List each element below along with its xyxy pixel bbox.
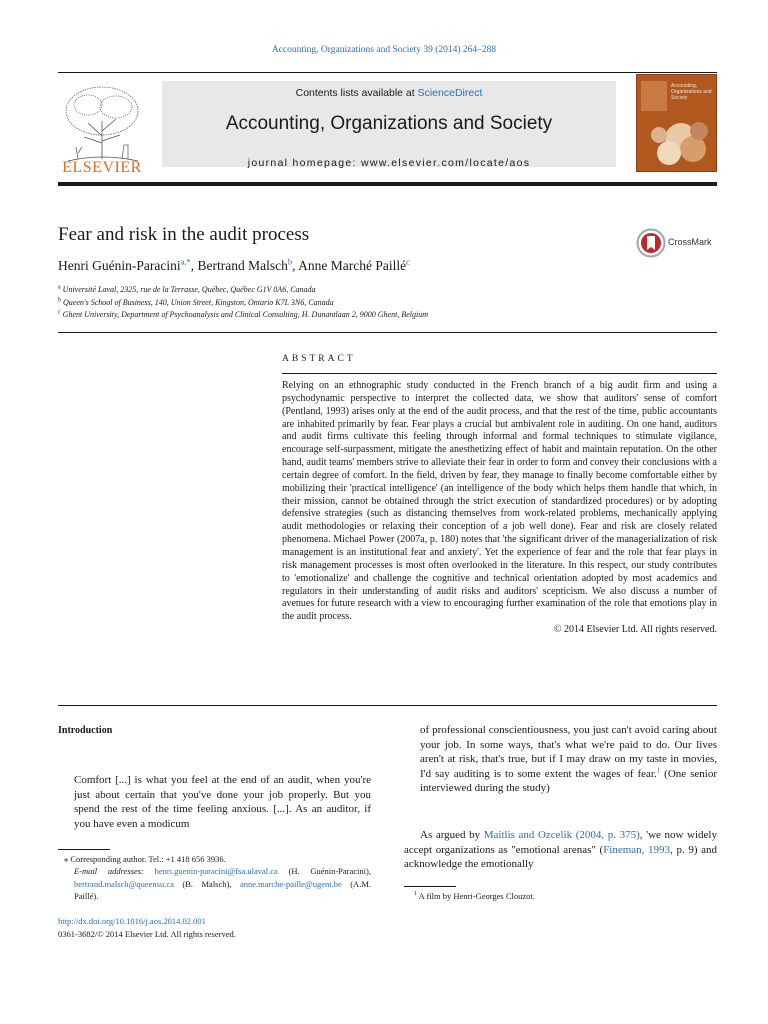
footnote-rule-left xyxy=(58,849,110,850)
email-addresses: E-mail addresses: henri.guenin-paracini@fsa.ulaval.ca (H. Guénin-Paracini), bertrand.malsch@queensu.ca (B. Malsch), anne.marche-paille@ugent.be (A.M. Paillé). xyxy=(74,866,372,901)
body-rule xyxy=(58,705,717,706)
elsevier-logo-text: ELSEVIER xyxy=(62,159,142,176)
citation-link[interactable]: Fineman, 1993 xyxy=(603,843,671,856)
corresponding-author-note: ⁎ Corresponding author. Tel.: +1 418 656 3936. xyxy=(64,854,226,864)
affiliation-item: $^a$ Université Laval, 2325, rue de la Terrasse, Québec, Québec G1V 0A6, Canada xyxy=(58,284,316,294)
crossmark-button[interactable] xyxy=(636,228,718,258)
author-name[interactable]: Bertrand Malsch xyxy=(197,258,288,273)
crossmark-label: CrossMark xyxy=(668,237,712,247)
epigraph-right: of professional conscientiousness, you just can't avoid caring about your job. In some ways, that's what we're paid to do. Our lives aren't at risk, that's true, but if I may draw on my taste in movies, I'd say auditing is to some extent the wages of fear.$^1$ (One senior interviewed during the study) xyxy=(420,724,717,795)
cover-title: Accounting, Organizations and Society xyxy=(671,83,712,101)
abstract-copyright: © 2014 Elsevier Ltd. All rights reserved. xyxy=(553,624,717,636)
section-heading-introduction: Introduction xyxy=(58,725,113,736)
top-rule xyxy=(58,72,717,73)
citation-link[interactable]: Maitlis and Ozcelik (2004, p. 375) xyxy=(483,829,640,841)
abstract-text xyxy=(282,380,717,637)
journal-cover-image xyxy=(636,74,717,172)
doi-link[interactable]: http://dx.doi.org/10.1016/j.aos.2014.02.001 xyxy=(58,916,206,926)
journal-header xyxy=(58,75,717,175)
author-list: Henri Guénin-Paracini$^{a,*}$, Bertrand Malsch$^b$, Anne Marché Paillé$^c$ xyxy=(58,256,410,273)
footnote-rule-right xyxy=(404,886,456,887)
corresponding-footnotes xyxy=(58,853,371,902)
intro-paragraph: As argued by Maitlis and Ozcelik (2004, p. 375), 'we now widely accept organizations as "emotional arenas" (Fineman, 1993, p. 9) and acknowledge the emotionally xyxy=(404,829,717,871)
contents-line: Contents lists available at ScienceDirect xyxy=(295,87,483,99)
doi-block xyxy=(58,915,236,941)
journal-name: Accounting, Organizations and Society xyxy=(225,113,553,134)
journal-homepage[interactable]: journal homepage: www.elsevier.com/locate/aos xyxy=(247,157,531,169)
email-link[interactable]: bertrand.malsch@queensu.ca xyxy=(74,878,174,889)
crossmark-icon xyxy=(636,228,666,258)
abstract-rule xyxy=(282,373,717,374)
header-thick-rule xyxy=(58,182,717,186)
affiliations xyxy=(58,284,428,322)
paper-title: Fear and risk in the audit process xyxy=(58,224,310,245)
affiliation-item: $^c$ Ghent University, Department of Psychoanalysis and Clinical Consulting, H. Dunantlaan 2, 9000 Ghent, Belgium xyxy=(58,309,428,319)
abstract-heading: ABSTRACT xyxy=(282,354,356,364)
film-footnote: $^1$ A film by Henri-Georges Clouzot. xyxy=(414,891,535,901)
affiliation-item: $^b$ Queen's School of Business, 140, Union Street, Kingston, Ontario K7L 3N6, Canada xyxy=(58,296,334,307)
journal-citation[interactable]: Accounting, Organizations and Society 39 (2014) 264–288 xyxy=(271,45,497,55)
email-link[interactable]: anne.marche-paille@ugent.be xyxy=(239,878,342,889)
author-marks[interactable]: c xyxy=(406,256,410,267)
author-marks[interactable]: b xyxy=(287,256,293,267)
author-name[interactable]: Anne Marché Paillé xyxy=(298,258,407,273)
sciencedirect-link[interactable]: ScienceDirect xyxy=(417,87,483,99)
author-marks[interactable]: a,* xyxy=(180,256,191,267)
footnote-ref[interactable]: 1 xyxy=(656,766,661,775)
abstract-body: Relying on an ethnographic study conducted in the French branch of a big audit firm and using a psychodynamic perspective to interpret the collected data, we show that auditors' sense of comfort (Pentland, 1993) arises only at the end of the audit process, and that the rest of the time, public accountants are inhabited primarily by fear. Fear plays a crucial but ambivalent role in auditing. On one hand, auditors and audit firms cultivate this feeling through informal and formal techniques to stimulate vigilance, encourage self-surpassment, mitigate the anesthetizing effect of habit and maintain reputation. On the other hand, audit teams' members strive to alleviate their fear in order to form and convey their conclusions with a certain degree of comfort. In the field, driven by fear, they manage to finally become comfortable either by mobilizing their 'practical intelligence' (an intelligence of the body which helps them handle that which, in their mission, cannot be obtained through the strict execution of standardized procedures) or by adopting defensive strategies (such as distancing themselves from work-related problems, mechanically applying audit methodologies or relaxing their conception of a job well done). Fear and risk are closely related phenomena. Michael Power (2007a, p. 180) notes that 'the significant driver of the managerialization of risk management is an institutional fear and anxiety'. Yet the experience of fear and the role that fear plays in risk management processes is most often overlooked in the literature. In this respect, our study contributes to 'emotionalize' and challenge the cognitive and technical orientation adopted by most academics and regulators in their understanding of audit risks and auditors' scepticism. We also discuss a number of avenues for future research with a view to encouraging further examination of the role that emotions play in the audit process. xyxy=(282,380,717,623)
affiliation-rule xyxy=(58,332,717,333)
issn-line: 0361-3682/© 2014 Elsevier Ltd. All rights reserved. xyxy=(58,929,236,939)
cover-art-icon xyxy=(637,75,717,172)
email-link[interactable]: henri.guenin-paracini@fsa.ulaval.ca xyxy=(154,866,278,877)
journal-banner xyxy=(162,81,616,167)
author-name[interactable]: Henri Guénin-Paracini xyxy=(58,258,181,273)
epigraph-left: Comfort [...] is what you feel at the end of an audit, when you're just about certain that you've done your job properly. But you spend the rest of the time feeling anxious. [...]. As an auditor, if you have even a modicum xyxy=(74,774,371,830)
